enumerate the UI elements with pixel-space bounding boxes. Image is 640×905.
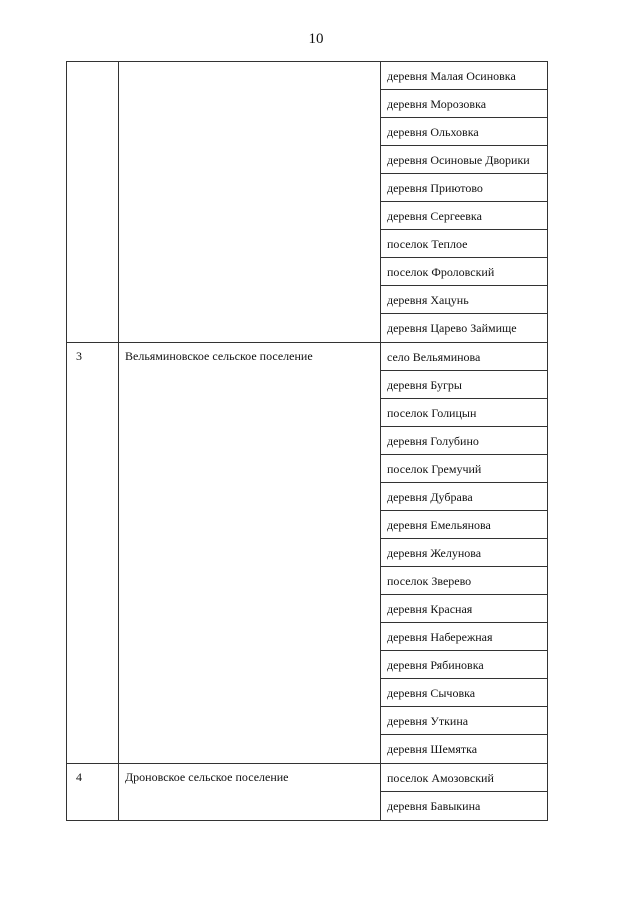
group-name: Дроновское сельское поселение bbox=[119, 764, 381, 820]
places-list bbox=[381, 343, 548, 763]
place-item: деревня Емельянова bbox=[381, 511, 548, 539]
table-group bbox=[67, 62, 548, 343]
place-item: поселок Амозовский bbox=[381, 764, 548, 792]
place-item: поселок Зверево bbox=[381, 567, 548, 595]
group-number: 4 bbox=[67, 764, 119, 820]
place-item: деревня Приютово bbox=[381, 174, 548, 202]
place-item: деревня Сергеевка bbox=[381, 202, 548, 230]
table-group bbox=[67, 764, 548, 821]
group-name: Вельяминовское сельское поселение bbox=[119, 343, 381, 763]
place-item: село Вельяминова bbox=[381, 343, 548, 371]
place-item: деревня Бавыкина bbox=[381, 792, 548, 820]
place-item: поселок Голицын bbox=[381, 399, 548, 427]
place-item: деревня Набережная bbox=[381, 623, 548, 651]
table-group bbox=[67, 343, 548, 764]
place-item: деревня Сычовка bbox=[381, 679, 548, 707]
place-item: деревня Царево Займище bbox=[381, 314, 548, 342]
place-item: деревня Морозовка bbox=[381, 90, 548, 118]
group-number: 3 bbox=[67, 343, 119, 763]
place-item: деревня Дубрава bbox=[381, 483, 548, 511]
place-item: деревня Хацунь bbox=[381, 286, 548, 314]
settlements-table bbox=[66, 61, 548, 821]
group-name bbox=[119, 62, 381, 342]
places-list bbox=[381, 764, 548, 820]
place-item: поселок Гремучий bbox=[381, 455, 548, 483]
group-number bbox=[67, 62, 119, 342]
place-item: деревня Осиновые Дворики bbox=[381, 146, 548, 174]
place-item: деревня Красная bbox=[381, 595, 548, 623]
place-item: деревня Уткина bbox=[381, 707, 548, 735]
place-item: поселок Теплое bbox=[381, 230, 548, 258]
place-item: деревня Рябиновка bbox=[381, 651, 548, 679]
place-item: деревня Ольховка bbox=[381, 118, 548, 146]
place-item: деревня Желунова bbox=[381, 539, 548, 567]
place-item: деревня Голубино bbox=[381, 427, 548, 455]
place-item: деревня Малая Осиновка bbox=[381, 62, 548, 90]
places-list bbox=[381, 62, 548, 342]
page-number: 10 bbox=[308, 31, 324, 47]
place-item: поселок Фроловский bbox=[381, 258, 548, 286]
place-item: деревня Бугры bbox=[381, 371, 548, 399]
place-item: деревня Шемятка bbox=[381, 735, 548, 763]
